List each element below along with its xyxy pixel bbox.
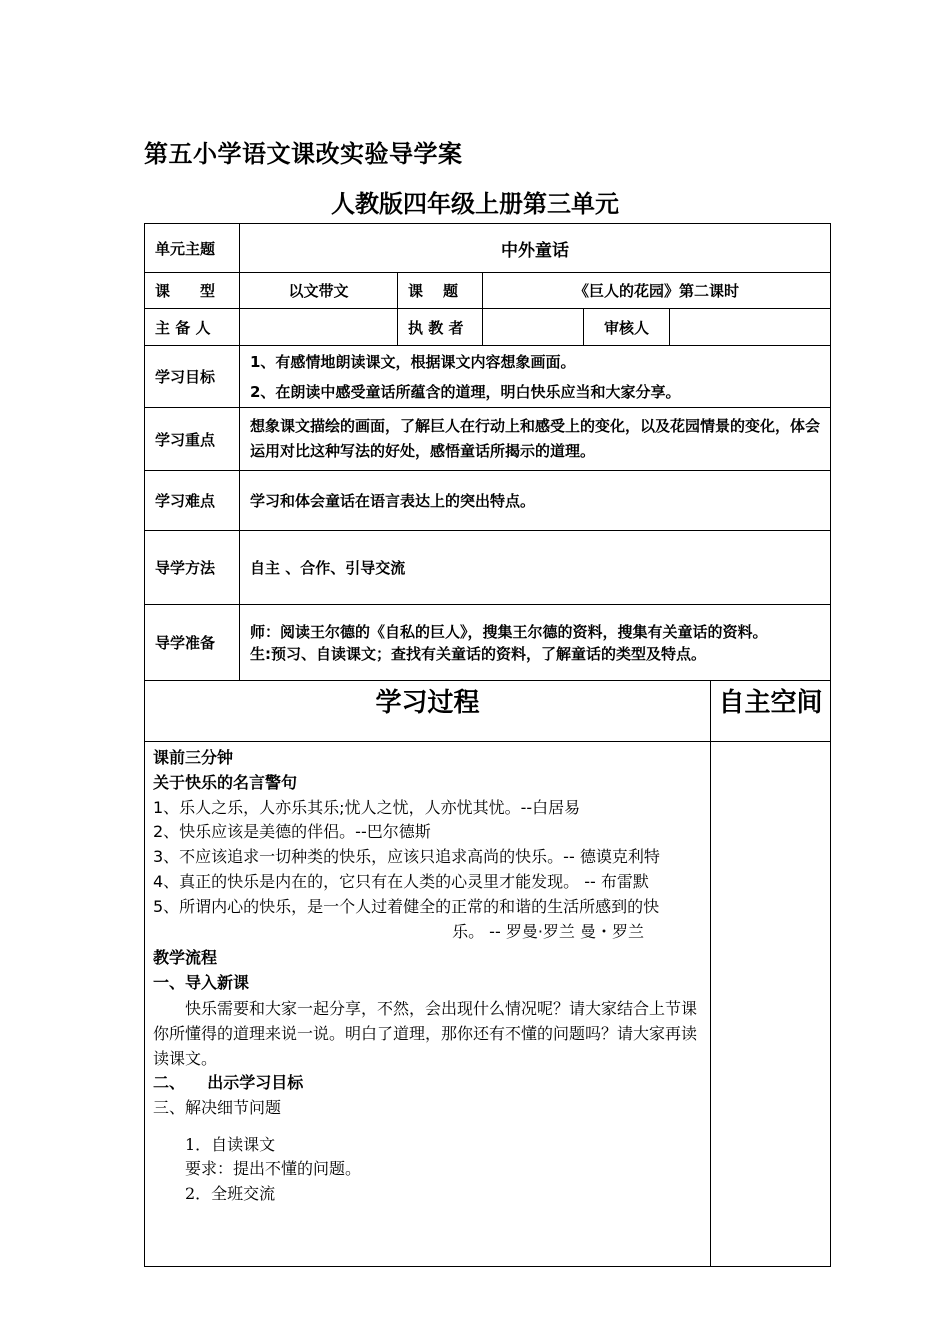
school-title: 第五小学语文课改实验导学案 — [144, 140, 463, 168]
sub-step-1-requirement: 要求：提出不懂的问题。 — [185, 1159, 362, 1179]
topic-value: 《巨人的花园》第二课时 — [483, 273, 831, 309]
quote-item-end: 乐。 -- 罗曼·罗兰 曼・罗兰 — [452, 921, 644, 941]
difficulty-text: 学习和体会童话在语言表达上的突出特点。 — [240, 471, 831, 531]
prep-teacher: 师：阅读王尔德的《自私的巨人》，搜集王尔德的资料，搜集有关童话的资料。 — [250, 622, 768, 641]
difficulty-label: 学习难点 — [145, 471, 240, 531]
process-table — [144, 680, 831, 1267]
pre-class-label: 课前三分钟 — [153, 748, 234, 767]
lesson-type-value: 以文带文 — [240, 273, 398, 309]
quote-item: 1、乐人之乐，人亦乐其乐;忧人之忧，人亦忧其忧。--白居易 — [153, 797, 581, 817]
step-2-title: 二、 出示学习目标 — [153, 1072, 304, 1092]
sub-step-1: 1．自读课文 — [185, 1134, 276, 1154]
quote-item: 3、不应该追求一切种类的快乐，应该只追求高尚的快乐。-- 德谟克利特 — [153, 847, 660, 867]
lesson-type-label: 课 型 — [145, 273, 240, 309]
self-space-heading: 自主空间 — [711, 681, 831, 742]
topic-label: 课 题 — [398, 273, 483, 309]
lesson-info-table — [144, 223, 831, 681]
goals-cell — [240, 346, 831, 408]
process-body — [145, 742, 711, 1267]
unit-theme-label: 单元主题 — [145, 224, 240, 273]
preparer-label: 主 备 人 — [145, 309, 240, 346]
self-space-cell — [711, 742, 831, 1267]
goal-item: 1、有感情地朗读课文，根据课文内容想象画面。 — [250, 352, 576, 371]
goal-item: 2、在朗读中感受童话所蕴含的道理，明白快乐应当和大家分享。 — [250, 382, 681, 401]
prep-student: 生:预习、自读课文；查找有关童话的资料，了解童话的类型及特点。 — [250, 644, 707, 663]
process-heading: 学习过程 — [145, 681, 711, 742]
quote-item: 2、快乐应该是美德的伴侣。--巴尔德斯 — [153, 822, 431, 842]
flow-title: 教学流程 — [153, 948, 218, 968]
step-1-text: 快乐需要和大家一起分享，不然，会出现什么情况呢？请大家结合上节课你所懂得的道理来说一说。明白了道理，那你还有不懂的问题吗？请大家再读读课文。 — [153, 998, 698, 1068]
reviewer-value — [670, 309, 831, 346]
quotes-title: 关于快乐的名言警句 — [153, 772, 298, 792]
focus-label: 学习重点 — [145, 408, 240, 471]
unit-theme-value: 中外童话 — [240, 224, 831, 273]
reviewer-label: 审核人 — [584, 309, 670, 346]
goals-label: 学习目标 — [145, 346, 240, 408]
method-text: 自主 、合作、引导交流 — [240, 531, 831, 605]
unit-title: 人教版四年级上册第三单元 — [331, 190, 619, 218]
preparer-value — [240, 309, 398, 346]
method-label: 导学方法 — [145, 531, 240, 605]
prep-label: 导学准备 — [145, 605, 240, 681]
sub-step-2: 2．全班交流 — [185, 1184, 276, 1204]
step-3-title: 三、解决细节问题 — [153, 1097, 282, 1117]
executor-label: 执 教 者 — [398, 309, 483, 346]
prep-cell — [240, 605, 831, 681]
quote-item: 5、所谓内心的快乐，是一个人过着健全的正常的和谐的生活所感到的快 — [153, 896, 660, 916]
step-1-title: 一、导入新课 — [153, 973, 250, 993]
executor-value — [483, 309, 584, 346]
focus-text: 想象课文描绘的画面，了解巨人在行动上和感受上的变化，以及花园情景的变化，体会运用对比这种写法的好处，感悟童话所揭示的道理。 — [240, 408, 831, 471]
quote-item: 4、真正的快乐是内在的，它只有在人类的心灵里才能发现。 -- 布雷默 — [153, 871, 649, 891]
